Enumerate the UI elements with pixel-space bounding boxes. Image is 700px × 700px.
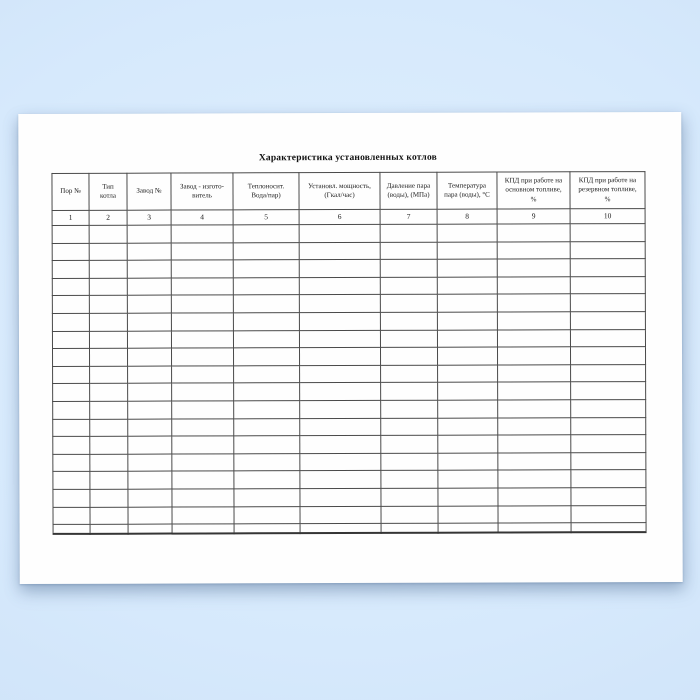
empty-cell	[438, 470, 498, 488]
boilers-table	[51, 171, 646, 535]
empty-cell	[172, 524, 234, 534]
column-header-5: Теплоносит. Вода/пар)	[233, 173, 299, 210]
empty-cell	[571, 452, 646, 470]
table-row	[52, 294, 645, 313]
empty-cell	[498, 365, 571, 383]
empty-cell	[172, 454, 234, 472]
empty-cell	[90, 419, 128, 437]
empty-cell	[571, 382, 646, 400]
empty-cell	[438, 418, 498, 436]
empty-cell	[53, 489, 90, 507]
empty-cell	[299, 330, 380, 348]
empty-cell	[172, 506, 234, 524]
empty-cell	[234, 506, 300, 524]
empty-cell	[234, 524, 300, 534]
empty-cell	[497, 241, 570, 259]
empty-cell	[570, 224, 645, 242]
empty-cell	[571, 523, 646, 533]
empty-cell	[570, 329, 645, 347]
empty-cell	[438, 435, 498, 453]
column-number-8: 8	[437, 209, 497, 224]
empty-cell	[300, 418, 381, 436]
empty-cell	[437, 330, 497, 348]
empty-cell	[234, 471, 300, 489]
empty-cell	[128, 366, 172, 384]
empty-cell	[128, 507, 172, 525]
empty-cell	[380, 347, 437, 365]
empty-cell	[171, 225, 233, 243]
empty-cell	[90, 366, 128, 384]
empty-cell	[571, 505, 646, 523]
empty-cell	[52, 225, 89, 243]
empty-cell	[498, 453, 571, 471]
empty-cell	[498, 382, 571, 400]
column-number-5: 5	[233, 210, 299, 225]
empty-cell	[498, 470, 571, 488]
table-row	[52, 312, 645, 331]
empty-cell	[52, 313, 89, 331]
empty-cell	[171, 330, 233, 348]
empty-cell	[299, 295, 380, 313]
empty-cell	[53, 454, 90, 472]
column-number-2: 2	[89, 210, 127, 225]
empty-cell	[128, 348, 172, 366]
table-row	[53, 487, 646, 506]
empty-cell	[380, 224, 437, 242]
empty-cell	[438, 365, 498, 383]
empty-cell	[234, 418, 300, 436]
empty-cell	[300, 365, 381, 383]
empty-cell	[53, 472, 90, 490]
column-number-6: 6	[299, 209, 380, 224]
empty-cell	[299, 348, 380, 366]
empty-cell	[570, 347, 645, 365]
empty-cell	[233, 242, 299, 260]
empty-cell	[171, 278, 233, 296]
empty-cell	[300, 506, 381, 524]
column-header-10: КПД при работе на резервном топливе, %	[570, 172, 645, 209]
empty-cell	[90, 472, 128, 490]
empty-cell	[52, 296, 89, 314]
column-header-8: Температура пара (воды), °С	[437, 172, 497, 209]
empty-cell	[89, 331, 127, 349]
empty-cell	[171, 295, 233, 313]
empty-cell	[300, 523, 381, 533]
table-row	[53, 470, 646, 489]
empty-cell	[381, 383, 438, 401]
empty-cell	[380, 242, 437, 260]
empty-cell	[380, 295, 437, 313]
empty-cell	[127, 243, 171, 261]
empty-cell	[234, 453, 300, 471]
empty-cell	[171, 348, 233, 366]
empty-cell	[437, 347, 497, 365]
table-row	[52, 276, 645, 295]
empty-cell	[90, 401, 128, 419]
empty-cell	[300, 471, 381, 489]
empty-cell	[172, 471, 234, 489]
empty-cell	[437, 242, 497, 260]
column-number-1: 1	[52, 210, 89, 225]
empty-cell	[89, 296, 127, 314]
empty-cell	[53, 384, 90, 402]
empty-cell	[497, 259, 570, 277]
empty-cell	[300, 400, 381, 418]
empty-cell	[438, 453, 498, 471]
column-number-9: 9	[497, 209, 570, 224]
empty-cell	[571, 470, 646, 488]
empty-cell	[437, 277, 497, 295]
table-row	[52, 259, 645, 278]
empty-cell	[90, 348, 128, 366]
empty-cell	[497, 312, 570, 330]
empty-cell	[52, 331, 89, 349]
empty-cell	[498, 417, 571, 435]
empty-cell	[437, 312, 497, 330]
column-header-9: КПД при работе на основном топливе, %	[497, 172, 570, 209]
table-row	[52, 241, 645, 260]
empty-cell	[128, 436, 172, 454]
header-row	[52, 172, 645, 211]
empty-cell	[52, 278, 89, 296]
column-number-7: 7	[380, 209, 437, 224]
empty-cell	[381, 400, 438, 418]
empty-cell	[127, 260, 171, 278]
empty-cell	[90, 489, 128, 507]
table-row	[52, 329, 645, 348]
empty-cell	[172, 436, 234, 454]
empty-cell	[233, 295, 299, 313]
empty-cell	[53, 436, 90, 454]
empty-cell	[171, 242, 233, 260]
empty-cell	[233, 260, 299, 278]
empty-cell	[498, 505, 571, 523]
empty-cell	[497, 294, 570, 312]
empty-cell	[498, 523, 571, 533]
empty-cell	[128, 383, 172, 401]
empty-cell	[53, 366, 90, 384]
empty-cell	[128, 454, 172, 472]
empty-cell	[127, 313, 171, 331]
empty-cell	[438, 400, 498, 418]
empty-cell	[53, 419, 90, 437]
column-number-3: 3	[127, 210, 171, 225]
empty-cell	[172, 418, 234, 436]
empty-cell	[128, 489, 172, 507]
column-header-4: Завод - изгото- витель	[171, 173, 233, 210]
table-row	[52, 224, 645, 243]
table-row	[53, 452, 646, 471]
table-row	[53, 400, 646, 419]
empty-cell	[381, 453, 438, 471]
empty-cell	[381, 506, 438, 524]
empty-cell	[89, 278, 127, 296]
empty-cell	[127, 278, 171, 296]
empty-cell	[570, 294, 645, 312]
empty-cell	[234, 436, 300, 454]
empty-cell	[128, 471, 172, 489]
empty-cell	[89, 313, 127, 331]
empty-cell	[90, 384, 128, 402]
empty-cell	[571, 400, 646, 418]
empty-cell	[52, 261, 89, 279]
empty-cell	[53, 524, 90, 534]
empty-cell	[438, 523, 498, 533]
table-row	[53, 382, 646, 401]
empty-cell	[299, 224, 380, 242]
empty-cell	[571, 435, 646, 453]
empty-cell	[53, 348, 90, 366]
empty-cell	[571, 364, 646, 382]
empty-cell	[90, 507, 128, 525]
table-row	[53, 417, 646, 436]
empty-cell	[90, 524, 128, 534]
empty-cell	[233, 277, 299, 295]
column-number-10: 10	[570, 209, 645, 224]
empty-cell	[497, 277, 570, 295]
empty-cell	[89, 260, 127, 278]
empty-cell	[127, 331, 171, 349]
empty-cell	[172, 489, 234, 507]
empty-cell	[381, 418, 438, 436]
column-header-6: Установл. мощность, (Гкал/час)	[299, 172, 380, 209]
column-header-1: Пор №	[52, 173, 89, 210]
empty-cell	[171, 313, 233, 331]
empty-cell	[300, 453, 381, 471]
empty-cell	[497, 347, 570, 365]
empty-cell	[128, 524, 172, 534]
empty-cell	[90, 436, 128, 454]
empty-cell	[128, 419, 172, 437]
document-title: Характеристика установленных котлов	[258, 152, 438, 164]
empty-cell	[381, 365, 438, 383]
empty-cell	[381, 471, 438, 489]
empty-cell	[571, 417, 646, 435]
empty-cell	[234, 489, 300, 507]
column-header-3: Завод №	[127, 173, 171, 210]
empty-cell	[128, 401, 172, 419]
table-row	[53, 435, 646, 454]
empty-cell	[233, 330, 299, 348]
empty-cell	[299, 277, 380, 295]
empty-cell	[234, 365, 300, 383]
empty-cell	[498, 435, 571, 453]
column-header-2: Тип котла	[89, 173, 127, 210]
empty-cell	[233, 225, 299, 243]
column-number-4: 4	[171, 210, 233, 225]
empty-cell	[497, 224, 570, 242]
empty-cell	[89, 243, 127, 261]
empty-cell	[172, 401, 234, 419]
empty-cell	[571, 487, 646, 505]
table-row	[53, 505, 646, 524]
empty-cell	[381, 523, 438, 533]
empty-cell	[380, 330, 437, 348]
empty-cell	[127, 295, 171, 313]
table-row	[53, 364, 646, 383]
empty-cell	[570, 241, 645, 259]
empty-cell	[380, 312, 437, 330]
empty-cell	[300, 488, 381, 506]
empty-cell	[380, 277, 437, 295]
empty-cell	[381, 435, 438, 453]
empty-cell	[300, 383, 381, 401]
empty-cell	[234, 383, 300, 401]
empty-cell	[172, 366, 234, 384]
empty-cell	[299, 242, 380, 260]
empty-cell	[53, 507, 90, 525]
empty-cell	[172, 383, 234, 401]
empty-cell	[437, 224, 497, 242]
empty-cell	[438, 488, 498, 506]
document-page	[18, 112, 682, 584]
empty-rows-body	[52, 224, 646, 534]
empty-cell	[437, 294, 497, 312]
empty-cell	[234, 401, 300, 419]
empty-cell	[89, 225, 127, 243]
empty-cell	[570, 259, 645, 277]
empty-cell	[233, 313, 299, 331]
table-row	[53, 347, 646, 366]
empty-cell	[52, 243, 89, 261]
empty-cell	[437, 259, 497, 277]
column-header-7: Давление пара (воды), (МПа)	[380, 172, 437, 209]
empty-cell	[300, 436, 381, 454]
empty-cell	[233, 348, 299, 366]
empty-cell	[127, 225, 171, 243]
empty-cell	[90, 454, 128, 472]
empty-cell	[498, 400, 571, 418]
empty-cell	[381, 488, 438, 506]
table-row	[53, 523, 646, 534]
empty-cell	[497, 329, 570, 347]
empty-cell	[299, 260, 380, 278]
empty-cell	[438, 506, 498, 524]
empty-cell	[53, 401, 90, 419]
empty-cell	[498, 488, 571, 506]
empty-cell	[380, 259, 437, 277]
empty-cell	[570, 276, 645, 294]
empty-cell	[438, 382, 498, 400]
empty-cell	[299, 312, 380, 330]
empty-cell	[171, 260, 233, 278]
empty-cell	[570, 312, 645, 330]
